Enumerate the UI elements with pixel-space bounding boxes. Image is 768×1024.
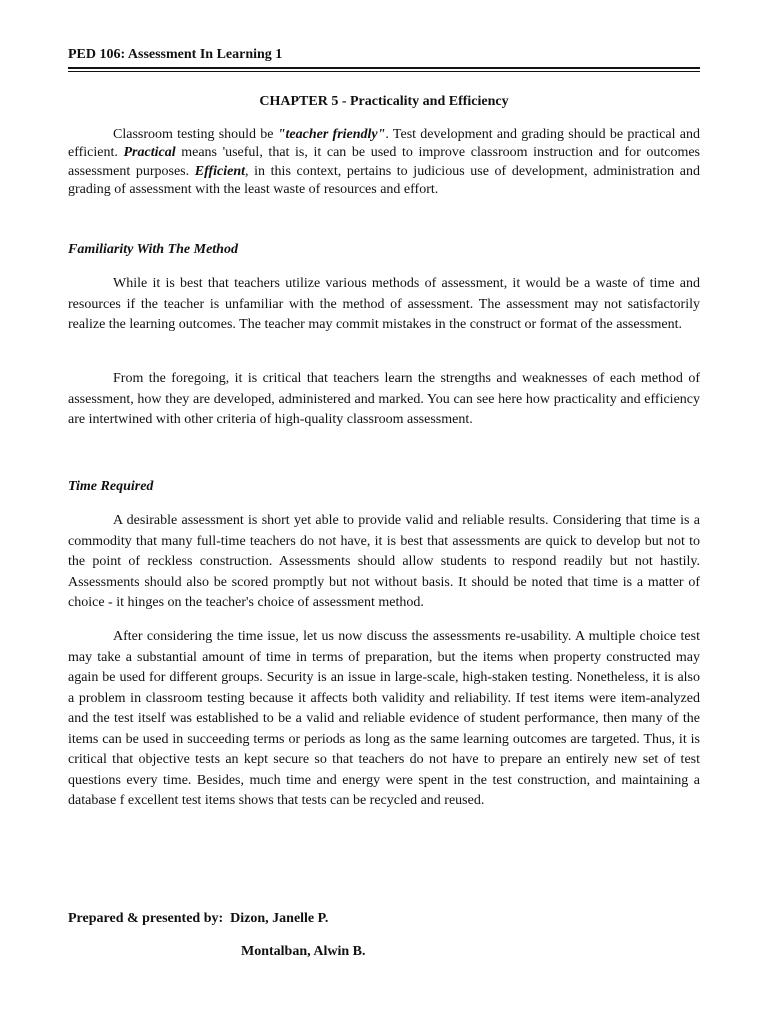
intro-text-3: means 'useful, that is, it can be used to improve classroom instruction and for outcomes assessment purposes. [68, 145, 700, 179]
prepared-by-label: Prepared & presented by: [68, 911, 224, 926]
intro-paragraph [68, 126, 700, 199]
intro-text-1: Classroom testing should be [113, 127, 278, 142]
intro-text-2: . Test development and grading should be practical and efficient. [68, 127, 700, 161]
presenter-1-name: Dizon, Janelle P. [230, 911, 329, 926]
familiarity-paragraph-2: From the foregoing, it is critical that teachers learn the strengths and weaknesses of each method of assessment, how they are developed, administered and marked. You can see here how practicality and efficiency are intertwined with other criteria of high-quality classroom assessment. [68, 371, 700, 428]
intro-text-4: , in this context, pertains to judicious use of development, administration and grading of assessment with the least waste of resources and effort. [68, 163, 700, 197]
intro-emphasis-teacher-friendly: "teacher friendly" [277, 127, 386, 142]
intro-emphasis-efficient: Efficient [194, 163, 246, 179]
course-header: PED 106: Assessment In Learning 1 [68, 47, 283, 62]
time-required-paragraph-2: After considering the time issue, let us now discuss the assessments re-usability. A multiple choice test may take a substantial amount of time in terms of preparation, but the items when property constructed may again be used for different groups. Security is an issue in large-scale, high-staken testing. Nonetheless, it is also a problem in classroom testing because it affects both validity and reliability. If test items were item-analyzed and the test itself was established to be a valid and reliable evidence of student performance, then many of the items can be used in succeeding terms or periods as long as the same learning outcomes are targeted. Thus, it is critical that objective tests an kept secure so that teachers do not have to prepare an entirely new set of test questions every time. Besides, much time and energy were spent in the test construction, and maintaining a database f excellent test items shows that tests can be recycled and reused. [68, 629, 700, 808]
time-required-heading: Time Required [68, 479, 154, 494]
header-rule-thick [68, 67, 700, 69]
chapter-title: CHAPTER 5 - Practicality and Efficiency [259, 94, 509, 109]
prepared-by-line [68, 911, 328, 927]
familiarity-paragraph-1: While it is best that teachers utilize various methods of assessment, it would be a waste of time and resources if the teacher is unfamiliar with the method of assessment. The assessment may not satisfactorily realize the learning outcomes. The teacher may commit mistakes in the construct or format of the assessment. [68, 276, 700, 333]
intro-emphasis-practical: Practical [123, 145, 176, 161]
familiarity-heading: Familiarity With The Method [68, 242, 238, 257]
presenter-2-name: Montalban, Alwin B. [241, 944, 366, 959]
header-rule-thin [68, 71, 700, 72]
time-required-paragraph-1: A desirable assessment is short yet able to provide valid and reliable results. Considering that time is a commodity that many full-time teachers do not have, it is best that assessments are quick to develop but not to the point of reckless construction. Assessments should allow students to respond readily but not hastily. Assessments should also be scored promptly but not without basis. It should be noted that time is a matter of choice - it hinges on the teacher's choice of assessment method. [68, 513, 700, 610]
